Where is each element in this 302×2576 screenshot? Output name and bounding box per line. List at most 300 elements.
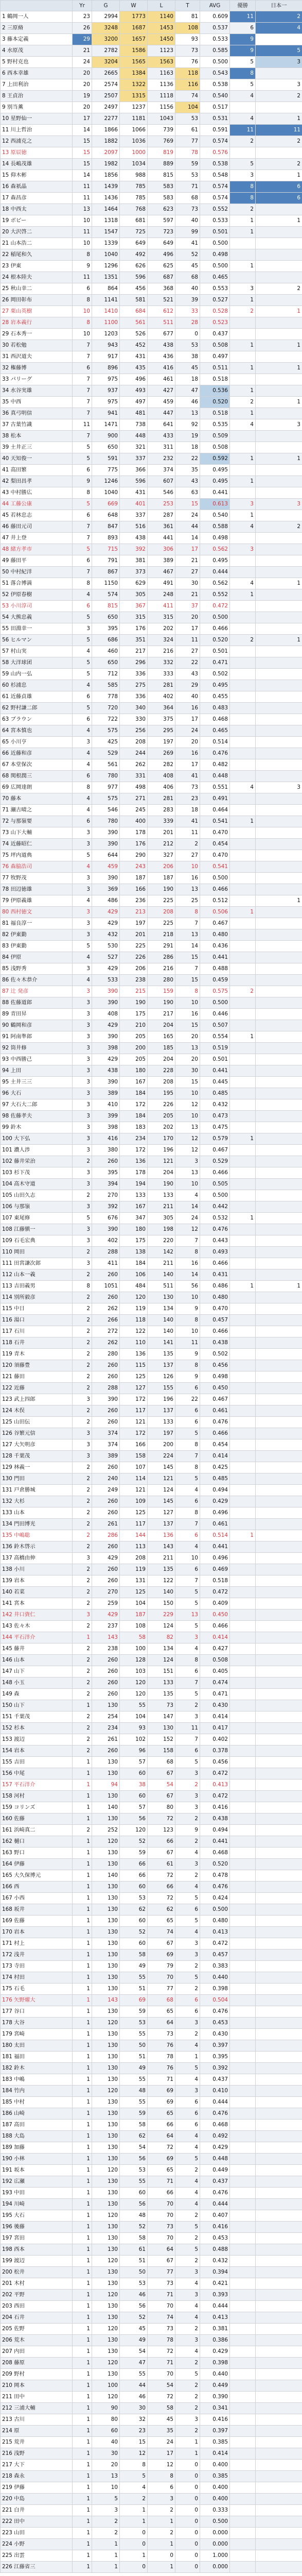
manager-name: 148 小玉 xyxy=(1,1677,73,1689)
pennants-cell xyxy=(230,680,256,691)
table-row xyxy=(1,2335,302,2346)
table-row xyxy=(1,2086,302,2097)
table-row xyxy=(1,635,302,646)
manager-name: 86 佐々木恭介 xyxy=(1,975,73,986)
games-cell: 260 xyxy=(92,1360,120,1371)
wins-cell: 401 xyxy=(120,499,148,510)
table-row xyxy=(1,646,302,657)
losses-cell: 1 xyxy=(148,2539,175,2550)
wins-cell: 256 xyxy=(120,725,148,737)
championships-cell xyxy=(256,1224,302,1235)
championships-cell: 1 xyxy=(256,1281,302,1292)
championships-cell xyxy=(256,567,302,578)
years-cell: 3 xyxy=(73,1439,92,1451)
pennants-cell xyxy=(230,147,256,159)
losses-cell: 217 xyxy=(148,1009,175,1020)
ties-cell: 7 xyxy=(175,1677,200,1689)
championships-cell xyxy=(256,544,302,555)
championships-cell xyxy=(256,2086,302,2097)
pennants-cell xyxy=(230,1428,256,1439)
championships-cell xyxy=(256,2029,302,2040)
manager-name: 166 西 xyxy=(1,1882,73,1893)
table-row xyxy=(1,1405,302,1417)
games-cell: 143 xyxy=(92,1632,120,1643)
wins-cell: 108 xyxy=(120,1621,148,1632)
years-cell: 2 xyxy=(73,1598,92,1609)
wins-cell: 178 xyxy=(120,827,148,839)
championships-cell xyxy=(256,1870,302,1882)
wins-cell: 1565 xyxy=(120,57,148,68)
avg-cell: 0.519 xyxy=(200,1043,230,1054)
losses-cell: 1136 xyxy=(148,79,175,91)
ties-cell: 22 xyxy=(175,1394,200,1405)
table-row xyxy=(1,1598,302,1609)
games-cell: 429 xyxy=(92,1553,120,1564)
avg-cell: 0.416 xyxy=(200,1802,230,1814)
losses-cell: 77 xyxy=(148,2267,175,2278)
ties-cell: 7 xyxy=(175,963,200,975)
table-row xyxy=(1,2437,302,2448)
years-cell: 3 xyxy=(73,737,92,748)
manager-name: 4 水原茂 xyxy=(1,45,73,57)
games-cell: 60 xyxy=(92,2426,120,2437)
years-cell: 15 xyxy=(73,159,92,170)
avg-cell: 0.385 xyxy=(200,2471,230,2482)
losses-cell: 134 xyxy=(148,1643,175,1655)
wins-cell: 296 xyxy=(120,657,148,669)
manager-name: 200 松井 xyxy=(1,2267,73,2278)
losses-cell: 198 xyxy=(148,1224,175,1235)
ties-cell: 2 xyxy=(175,2324,200,2335)
years-cell: 6 xyxy=(73,714,92,725)
championships-cell xyxy=(256,1167,302,1179)
table-row xyxy=(1,2528,302,2539)
pennants-cell xyxy=(230,2290,256,2301)
avg-cell: 0.476 xyxy=(200,1224,230,1235)
avg-cell: 0.514 xyxy=(200,1530,230,1541)
table-row xyxy=(1,465,302,476)
ties-cell: 20 xyxy=(175,612,200,623)
ties-cell: 0 xyxy=(175,2460,200,2471)
games-cell: 575 xyxy=(92,725,120,737)
ties-cell: 20 xyxy=(175,737,200,748)
ties-cell: 21 xyxy=(175,555,200,567)
ties-cell: 6 xyxy=(175,1405,200,1417)
table-row xyxy=(1,2426,302,2437)
table-row xyxy=(1,827,302,839)
pennants-cell xyxy=(230,714,256,725)
championships-cell xyxy=(256,2222,302,2233)
ties-cell: 5 xyxy=(175,1598,200,1609)
pennants-cell xyxy=(230,465,256,476)
avg-cell: 0.496 xyxy=(200,1553,230,1564)
pennants-cell: 4 xyxy=(230,782,256,793)
ties-cell: 9 xyxy=(175,1303,200,1315)
games-cell: 591 xyxy=(92,453,120,465)
pennants-cell xyxy=(230,249,256,261)
championships-cell xyxy=(256,385,302,397)
losses-cell: 1 xyxy=(148,2516,175,2528)
ties-cell: 10 xyxy=(175,1111,200,1122)
table-row xyxy=(1,2244,302,2256)
ties-cell: 3 xyxy=(175,2267,200,2278)
years-cell: 3 xyxy=(73,623,92,635)
avg-cell: 0.476 xyxy=(200,1417,230,1428)
avg-cell: 0.532 xyxy=(200,1213,230,1224)
games-cell: 374 xyxy=(92,1439,120,1451)
years-cell: 2 xyxy=(73,1485,92,1496)
losses-cell: 291 xyxy=(148,941,175,952)
avg-cell: 0.500 xyxy=(200,612,230,623)
avg-cell: 0.453 xyxy=(200,2018,230,2029)
avg-cell: 0.520 xyxy=(200,1859,230,1870)
years-cell: 3 xyxy=(73,873,92,884)
wins-cell: 131 xyxy=(120,1575,148,1587)
championships-cell xyxy=(256,68,302,79)
championships-cell xyxy=(256,147,302,159)
avg-cell: 0.405 xyxy=(200,1666,230,1677)
pennants-cell xyxy=(230,1394,256,1405)
ties-cell: 15 xyxy=(175,499,200,510)
pennants-cell xyxy=(230,1791,256,1802)
games-cell: 937 xyxy=(92,385,120,397)
championships-cell xyxy=(256,555,302,567)
games-cell: 486 xyxy=(92,895,120,907)
avg-cell: 0.498 xyxy=(200,533,230,544)
years-cell: 3 xyxy=(73,1428,92,1439)
championships-cell xyxy=(256,1462,302,1473)
pennants-cell xyxy=(230,669,256,680)
ties-cell: 93 xyxy=(175,34,200,45)
games-cell: 130 xyxy=(92,2199,120,2210)
championships-cell xyxy=(256,1360,302,1371)
manager-name: 23 伊東 xyxy=(1,261,73,272)
manager-name: 186 山崎 xyxy=(1,2108,73,2120)
manager-name: 69 広岡達朗 xyxy=(1,782,73,793)
games-cell: 130 xyxy=(92,2346,120,2358)
table-row xyxy=(1,57,302,68)
championships-cell xyxy=(256,1292,302,1303)
games-cell: 1471 xyxy=(92,419,120,431)
years-cell: 11 xyxy=(73,181,92,193)
losses-cell: 12 xyxy=(148,2460,175,2471)
table-row xyxy=(1,1632,302,1643)
table-row xyxy=(1,1711,302,1723)
years-cell: 3 xyxy=(73,963,92,975)
table-row xyxy=(1,2460,302,2471)
years-cell: 1 xyxy=(73,2040,92,2052)
games-cell: 389 xyxy=(92,1451,120,1462)
years-cell: 3 xyxy=(73,839,92,850)
avg-cell: 0.500 xyxy=(200,238,230,249)
table-row xyxy=(1,2380,302,2392)
ties-cell: 92 xyxy=(175,419,200,431)
table-row xyxy=(1,861,302,873)
pennants-cell xyxy=(230,1303,256,1315)
avg-cell: 0.443 xyxy=(200,1235,230,1247)
avg-cell: 0.441 xyxy=(200,952,230,963)
wins-cell: 56 xyxy=(120,2199,148,2210)
ties-cell: 2 xyxy=(175,2392,200,2403)
championships-cell xyxy=(256,442,302,453)
pennants-cell xyxy=(230,2301,256,2312)
ties-cell: 53 xyxy=(175,113,200,125)
ties-cell: 76 xyxy=(175,57,200,68)
losses-cell: 496 xyxy=(148,249,175,261)
ties-cell: 41 xyxy=(175,771,200,782)
avg-cell: 0.574 xyxy=(200,136,230,147)
losses-cell: 195 xyxy=(148,1088,175,1099)
avg-cell: 0.500 xyxy=(200,1190,230,1201)
wins-cell: 48 xyxy=(120,2210,148,2222)
wins-cell: 50 xyxy=(120,2267,148,2278)
avg-cell: 0.501 xyxy=(200,1054,230,1065)
years-cell: 7 xyxy=(73,567,92,578)
ties-cell: 4 xyxy=(175,2312,200,2324)
wins-cell: 57 xyxy=(120,1802,148,1814)
games-cell: 130 xyxy=(92,2040,120,2052)
wins-cell: 175 xyxy=(120,1235,148,1247)
ties-cell: 3 xyxy=(175,1938,200,1950)
wins-cell: 431 xyxy=(120,351,148,363)
games-cell: 722 xyxy=(92,714,120,725)
games-cell: 527 xyxy=(92,952,120,963)
losses-cell: 68 xyxy=(148,1995,175,2006)
years-cell: 1 xyxy=(73,2176,92,2188)
wins-cell: 172 xyxy=(120,1394,148,1405)
ties-cell: 13 xyxy=(175,1122,200,1133)
years-cell: 6 xyxy=(73,771,92,782)
avg-cell: 0.474 xyxy=(200,1677,230,1689)
ties-cell: 0 xyxy=(175,2482,200,2494)
pennants-cell: 2 xyxy=(230,306,256,317)
years-cell: 9 xyxy=(73,476,92,487)
header-years: Yr xyxy=(73,1,92,11)
avg-cell: 0.488 xyxy=(200,963,230,975)
losses-cell: 69 xyxy=(148,2097,175,2108)
ties-cell: 40 xyxy=(175,691,200,703)
wins-cell: 367 xyxy=(120,601,148,612)
games-cell: 2 xyxy=(92,2516,120,2528)
games-cell: 1040 xyxy=(92,249,120,261)
years-cell: 1 xyxy=(73,1802,92,1814)
table-row xyxy=(1,1848,302,1859)
losses-cell: 625 xyxy=(148,261,175,272)
years-cell: 3 xyxy=(73,1065,92,1077)
avg-cell: 0.441 xyxy=(200,1836,230,1848)
manager-name: 20 大沢啓二 xyxy=(1,227,73,238)
years-cell: 20 xyxy=(73,102,92,113)
wins-cell: 2 xyxy=(120,2494,148,2505)
games-cell: 459 xyxy=(92,861,120,873)
manager-name: 208 藤原 xyxy=(1,2358,73,2369)
table-row xyxy=(1,34,302,45)
pennants-cell xyxy=(230,1553,256,1564)
losses-cell: 374 xyxy=(148,465,175,476)
games-cell: 130 xyxy=(92,2312,120,2324)
manager-name: 92 筒井修 xyxy=(1,1043,73,1054)
pennants-cell: 9 xyxy=(230,45,256,57)
championships-cell xyxy=(256,1643,302,1655)
manager-name: 123 武上四郎 xyxy=(1,1394,73,1405)
avg-cell: 0.473 xyxy=(200,1111,230,1122)
table-row xyxy=(1,102,302,113)
games-cell: 3 xyxy=(92,2505,120,2516)
games-cell: 280 xyxy=(92,1349,120,1360)
wins-cell: 104 xyxy=(120,1598,148,1609)
pennants-cell xyxy=(230,2380,256,2392)
ties-cell: 6 xyxy=(175,1383,200,1394)
table-row xyxy=(1,453,302,465)
wins-cell: 481 xyxy=(120,408,148,419)
table-row xyxy=(1,748,302,759)
ties-cell: 40 xyxy=(175,283,200,295)
ties-cell: 68 xyxy=(175,272,200,283)
wins-cell: 581 xyxy=(120,295,148,306)
years-cell: 3 xyxy=(73,986,92,997)
table-row xyxy=(1,1167,302,1179)
manager-name: 63 ブラウン xyxy=(1,714,73,725)
manager-name: 224 小野 xyxy=(1,2539,73,2550)
avg-cell: 0.455 xyxy=(200,691,230,703)
games-cell: 130 xyxy=(92,2301,120,2312)
games-cell: 100 xyxy=(92,2380,120,2392)
games-cell: 143 xyxy=(92,1995,120,2006)
ties-cell: 13 xyxy=(175,884,200,895)
avg-cell: 0.466 xyxy=(200,623,230,635)
years-cell: 2 xyxy=(73,1541,92,1553)
games-cell: 234 xyxy=(92,1723,120,1734)
losses-cell: 73 xyxy=(148,2278,175,2290)
championships-cell xyxy=(256,1666,302,1677)
games-cell: 80 xyxy=(92,2414,120,2426)
years-cell: 2 xyxy=(73,1156,92,1167)
ties-cell: 8 xyxy=(175,1315,200,1326)
games-cell: 917 xyxy=(92,351,120,363)
years-cell: 1 xyxy=(73,1791,92,1802)
games-cell: 975 xyxy=(92,397,120,408)
losses-cell: 70 xyxy=(148,2199,175,2210)
games-cell: 140 xyxy=(92,1870,120,1882)
manager-name: 164 伊藤 xyxy=(1,1859,73,1870)
losses-cell: 65 xyxy=(148,1916,175,1927)
losses-cell: 204 xyxy=(148,1054,175,1065)
wins-cell: 225 xyxy=(120,941,148,952)
table-row xyxy=(1,1870,302,1882)
manager-name: 154 岩本 xyxy=(1,1745,73,1757)
wins-cell: 1 xyxy=(120,2505,148,2516)
manager-name: 157 平石洋介 xyxy=(1,1780,73,1791)
ties-cell: 14 xyxy=(175,941,200,952)
manager-name: 107 東尾修 xyxy=(1,1213,73,1224)
avg-cell: 0.432 xyxy=(200,1099,230,1111)
wins-cell: 128 xyxy=(120,1655,148,1666)
games-cell: 1318 xyxy=(92,215,120,227)
losses-cell: 677 xyxy=(148,329,175,340)
pennants-cell xyxy=(230,1496,256,1507)
manager-name: 19 ボビー xyxy=(1,215,73,227)
avg-cell: 0.486 xyxy=(200,1281,230,1292)
games-cell: 259 xyxy=(92,1598,120,1609)
losses-cell: 61 xyxy=(148,1859,175,1870)
years-cell: 1 xyxy=(73,2460,92,2471)
losses-cell: 232 xyxy=(148,453,175,465)
avg-cell: 0.469 xyxy=(200,1564,230,1575)
table-row xyxy=(1,45,302,57)
avg-cell: 0.438 xyxy=(200,1337,230,1349)
championships-cell xyxy=(256,2516,302,2528)
pennants-cell: 4 xyxy=(230,578,256,589)
years-cell: 1 xyxy=(73,1757,92,1768)
pennants-cell xyxy=(230,1814,256,1825)
avg-cell: 0.500 xyxy=(200,261,230,272)
wins-cell: 275 xyxy=(120,680,148,691)
championships-cell xyxy=(256,1133,302,1145)
pennants-cell xyxy=(230,2324,256,2335)
losses-cell: 280 xyxy=(148,975,175,986)
games-cell: 240 xyxy=(92,1473,120,1485)
avg-cell: 0.533 xyxy=(200,34,230,45)
games-cell: 394 xyxy=(92,1179,120,1190)
years-cell: 3 xyxy=(73,1009,92,1020)
games-cell: 120 xyxy=(92,2210,120,2222)
table-row xyxy=(1,170,302,181)
pennants-cell xyxy=(230,1893,256,1904)
years-cell: 1 xyxy=(73,2562,92,2573)
years-cell: 8 xyxy=(73,1281,92,1292)
table-row xyxy=(1,261,302,272)
losses-cell: 583 xyxy=(148,181,175,193)
losses-cell: 739 xyxy=(148,125,175,136)
ties-cell: 77 xyxy=(175,136,200,147)
manager-name: 176 矢野燿大 xyxy=(1,1995,73,2006)
avg-cell: 0.436 xyxy=(200,941,230,952)
pennants-cell xyxy=(230,601,256,612)
ties-cell: 4 xyxy=(175,2346,200,2358)
losses-cell: 361 xyxy=(148,521,175,533)
wins-cell: 200 xyxy=(120,1043,148,1054)
pennants-cell: 4 xyxy=(230,419,256,431)
pennants-cell xyxy=(230,918,256,929)
losses-cell: 411 xyxy=(148,601,175,612)
games-cell: 650 xyxy=(92,612,120,623)
games-cell: 260 xyxy=(92,1745,120,1757)
games-cell: 130 xyxy=(92,1950,120,1961)
championships-cell: 3 xyxy=(256,499,302,510)
table-row xyxy=(1,1417,302,1428)
wins-cell: 57 xyxy=(120,1757,148,1768)
ties-cell: 4 xyxy=(175,1190,200,1201)
avg-cell: 0.409 xyxy=(200,1598,230,1609)
pennants-cell xyxy=(230,2097,256,2108)
manager-name: 162 樋口 xyxy=(1,1836,73,1848)
games-cell: 130 xyxy=(92,2369,120,2380)
championships-cell xyxy=(256,850,302,861)
losses-cell: 24 xyxy=(148,2437,175,2448)
wins-cell: 56 xyxy=(120,1814,148,1825)
ties-cell: 29 xyxy=(175,680,200,691)
table-row xyxy=(1,1677,302,1689)
losses-cell: 152 xyxy=(148,1734,175,1745)
avg-cell: 0.000 xyxy=(200,2539,230,2550)
wins-cell: 208 xyxy=(120,1553,148,1564)
manager-name: 64 宮本慎也 xyxy=(1,725,73,737)
wins-cell: 988 xyxy=(120,170,148,181)
header-losses: L xyxy=(148,1,175,11)
ties-cell: 11 xyxy=(175,635,200,646)
ties-cell: 15 xyxy=(175,1020,200,1031)
games-cell: 260 xyxy=(92,1371,120,1383)
